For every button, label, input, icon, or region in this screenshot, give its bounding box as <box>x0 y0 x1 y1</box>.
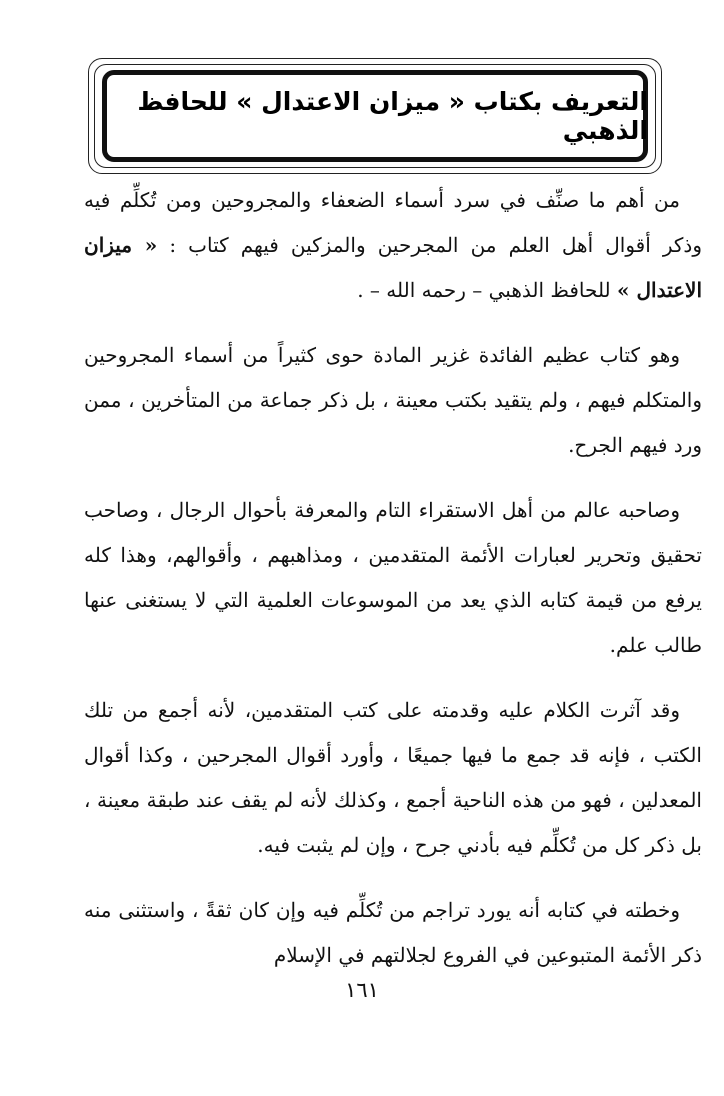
paragraph-4: وقد آثرت الكلام عليه وقدمته على كتب المتقدمين، لأنه أجمع من تلك الكتب ، فإنه قد جمع ما فيها جميعًا ، وأورد أقوال المجرحين ، وكذا أقوال المعدلين ، فهو من هذه الناحية أجمع ، وكذلك لأنه لم يقف عند طبقة معينة ، بل ذكر كل من تُكلِّم فيه بأدني جرح ، وإن لم يثبت فيه. <box>84 698 702 857</box>
paragraph-2: وهو كتاب عظيم الفائدة غزير المادة حوى كثيراً من أسماء المجروحين والمتكلم فيهم ، ولم يتقيد بكتب معينة ، بل ذكر جماعة من المتأخرين ، ممن ورد فيهم الجرح. <box>84 343 702 457</box>
paragraph-1-text-end: للحافظ الذهبي – رحمه الله – . <box>357 278 618 302</box>
paragraph-1 <box>84 178 702 313</box>
page-number: ١٦١ <box>345 978 379 1002</box>
page-body <box>84 178 702 998</box>
paragraph-3: وصاحبه عالم من أهل الاستقراء التام والمعرفة بأحوال الرجال ، وصاحب تحقيق وتحرير لعبارات الأئمة المتقدمين ، ومذاهبهم ، وأقوالهم، وهذا كله يرفع من قيمة كتابه الذي يعد من الموسوعات العلمية التي لا يستغنى عنها طالب علم. <box>84 498 702 657</box>
paragraph-5: وخطته في كتابه أنه يورد تراجم من تُكلِّم فيه وإن كان ثقةً ، واستثنى منه ذكر الأئمة المتبوعين في الفروع لجلالتهم في الإسلام <box>84 898 702 967</box>
book-name-bold: « ميزان الاعتدال » <box>84 233 702 302</box>
paragraph-1-text-start: من أهم ما صنِّف في سرد أسماء الضعفاء والمجروحين ومن تُكلِّم فيه وذكر أقوال أهل العلم من المجرحين والمزكين فيهم كتاب : <box>84 188 702 257</box>
page-title: التعريف بكتاب « ميزان الاعتدال » للحافظ الذهبي <box>137 87 648 145</box>
